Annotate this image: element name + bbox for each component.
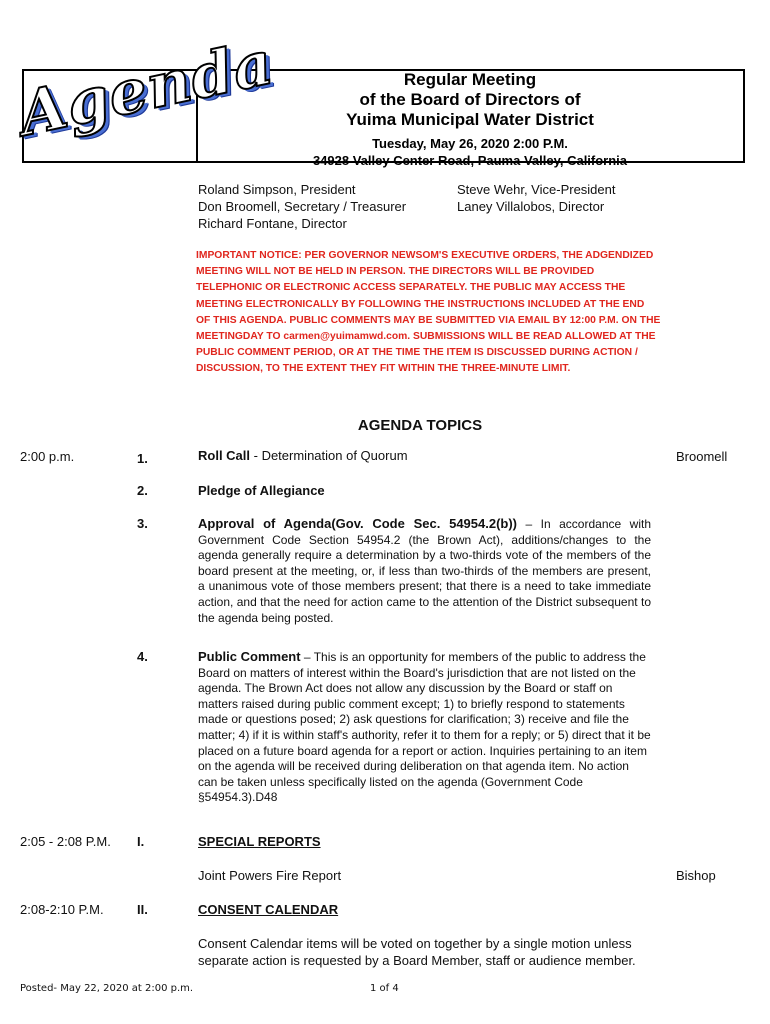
- page-number: 1 of 4: [370, 983, 399, 994]
- agenda-topics-heading: AGENDA TOPICS: [357, 417, 483, 434]
- posted-date: Posted- May 22, 2020 at 2:00 p.m.: [20, 983, 194, 994]
- agenda-logo: [13, 28, 280, 160]
- board-member: Steve Wehr, Vice-President: [457, 182, 616, 197]
- item-1-number: 1.: [137, 451, 148, 466]
- board-member: Richard Fontane, Director: [198, 216, 347, 231]
- item-3-body: [198, 516, 651, 626]
- item-4-title: Public Comment: [198, 649, 301, 664]
- section-1-subitem: Joint Powers Fire Report: [198, 868, 342, 883]
- section-2-time: 2:08-2:10 P.M.: [20, 902, 104, 917]
- section-1-title: SPECIAL REPORTS: [198, 834, 321, 849]
- item-3-title: Approval of Agenda(Gov. Code Sec. 54954.2(b)): [198, 516, 518, 531]
- board-member: Laney Villalobos, Director: [457, 199, 605, 214]
- item-1-line: [198, 448, 408, 463]
- board-member: Roland Simpson, President: [198, 182, 356, 197]
- meeting-date: Tuesday, May 26, 2020 2:00 P.M.: [372, 136, 568, 151]
- item-4-body: [198, 649, 651, 806]
- title-line-2: of the Board of Directors of: [359, 90, 581, 109]
- section-1-presenter: Bishop: [676, 868, 716, 883]
- important-notice: IMPORTANT NOTICE: PER GOVERNOR NEWSOM'S EXECUTIVE ORDERS, THE ADGENDIZED MEETING WILL NOT BE HELD IN PERSON. THE DIRECTORS WILL BE PROVIDED TELEPHONIC OR ELECTRONIC ACCESS SEPARATELY. THE PUBLIC MAY ACCESS THE MEETING ELECTRONICALLY BY FOLLOWING THE INSTRUCTIONS INCLUDED AT THE END OF THIS AGENDA. PUBLIC COMMENTS MAY BE SUBMITTED VIA EMAIL BY 12:00 P.M. ON THE MEETINGDAY TO carmen@yuimamwd.com. SUBMISSIONS WILL BE READ ALLOWED AT THE PUBLIC COMMENT PERIOD, OR AT THE TIME THE ITEM IS DISCUSSED DURING ACTION / DISCUSSION, TO THE EXTENT THEY FIT WITHIN THE THREE-MINUTE LIMIT.: [196, 250, 661, 375]
- section-2-title: CONSENT CALENDAR: [198, 902, 339, 917]
- item-1-text: - Determination of Quorum: [250, 448, 408, 463]
- item-4-number: 4.: [137, 649, 148, 664]
- title-line-3: Yuima Municipal Water District: [346, 110, 594, 129]
- section-1-number: I.: [137, 834, 145, 849]
- item-2-title: Pledge of Allegiance: [198, 483, 325, 498]
- item-1-title: Roll Call: [198, 448, 251, 463]
- section-2-number: II.: [137, 902, 148, 917]
- item-3-number: 3.: [137, 516, 148, 531]
- item-1-time: 2:00 p.m.: [20, 449, 75, 464]
- item-1-presenter: Broomell: [676, 449, 728, 464]
- item-3-text: – In accordance with Government Code Section 54954.2 (the Brown Act), additions/changes to the agenda generally require a determination by a two-thirds vote of the members of the board present at the meeting, or, if less than two-thirds of the members are present, a unanimous vote of those members present; that there is a need to take immediate action, and that the need for action came to the attention of the District subsequent to the agenda being posted.: [198, 517, 651, 625]
- section-1-time: 2:05 - 2:08 P.M.: [20, 834, 111, 849]
- meeting-title-block: [200, 70, 740, 169]
- item-4-text: – This is an opportunity for members of the public to address the Board on matters of interest within the Board's jurisdiction that are not listed on the agenda. The Brown Act does not allow any discussion by the Board or staff on matters raised during public comment except; 1) to briefly respond to statements made or questions posed; 2) ask questions for clarification; 3) receive and file the matter; 4) if it is within staff's authority, refer it to them for a reply; or 5) direct that it be placed on a future board agenda for a report or action. Inquiries pertaining to an item on the agenda will be received during deliberation on that agenda item. No action can be taken unless specifically listed on the agenda (Government Code §54954.3).D48: [198, 650, 651, 805]
- agenda-logo-text: Agenda: [13, 28, 280, 151]
- board-member: Don Broomell, Secretary / Treasurer: [198, 199, 407, 214]
- section-2-text: Consent Calendar items will be voted on together by a single motion unless separate action is requested by a Board Member, staff or audience member.: [198, 936, 636, 968]
- board-left-column: [198, 181, 406, 232]
- item-2-number: 2.: [137, 483, 148, 498]
- meeting-address: 34928 Valley Center Road, Pauma Valley, California: [312, 153, 628, 168]
- title-line-1: Regular Meeting: [403, 70, 537, 89]
- board-right-column: [457, 181, 616, 215]
